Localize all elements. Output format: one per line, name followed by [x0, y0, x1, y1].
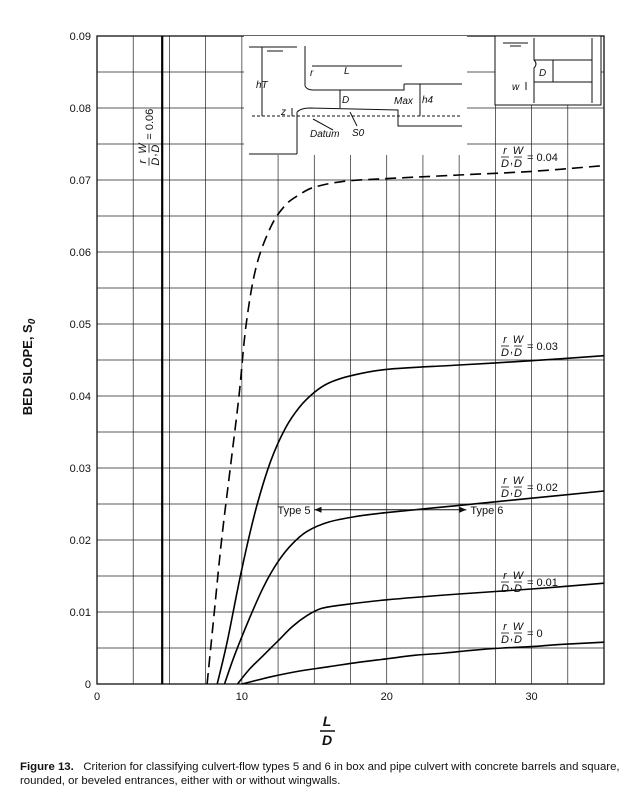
y-tick-label: 0.01 [69, 607, 91, 619]
inset-profile-diagram [244, 36, 467, 155]
annotation-type-6: Type 6 [470, 504, 504, 517]
y-tick-label: 0.03 [69, 463, 91, 475]
y-tick-label: 0.09 [69, 31, 91, 43]
label-value: = 0.03 [527, 341, 558, 353]
x-tick-label: 0 [93, 691, 101, 703]
curve-label-1 [501, 570, 558, 595]
y-tick-label: 0.08 [69, 103, 91, 115]
x-axis-title [320, 713, 335, 748]
label-numerator: r [503, 145, 507, 157]
inset-label-max: Max [394, 96, 413, 107]
curve-label-3 [501, 334, 558, 359]
label-denominator: D [514, 488, 522, 500]
label-numerator: W [512, 145, 524, 157]
label-value: = 0.01 [527, 577, 558, 589]
curve-4 [207, 166, 604, 684]
label-denominator: D [501, 347, 509, 359]
inset-label-d: D [342, 95, 350, 106]
label-comma: , [510, 344, 514, 356]
label-numerator: W [512, 475, 524, 487]
y-tick-label: 0.06 [69, 247, 91, 259]
annotation-arrowhead-right [459, 507, 466, 513]
label-value: = 0.04 [527, 152, 558, 164]
label-numerator: r [503, 475, 507, 487]
curve-1 [238, 583, 605, 684]
label-value: = 0.06 [144, 108, 156, 140]
x-tick-labels [94, 691, 538, 703]
label-numerator: r [503, 621, 507, 633]
x-tick-label: 30 [525, 691, 538, 703]
label-denominator: D [514, 158, 522, 170]
label-denominator: D [150, 157, 162, 166]
label-comma: , [510, 155, 514, 167]
annotation-type-5: Type 5 [277, 504, 311, 517]
label-comma: , [510, 485, 514, 497]
y-axis-title [20, 318, 38, 415]
figure-caption-text: Criterion for classifying culvert-flow types 5 and 6 in box and pipe culvert with concrete barrels and square, rounded, or beveled entrances, either with or without wingwalls. [20, 761, 620, 787]
label-comma: , [147, 153, 159, 157]
x-axis-title-denominator: D [321, 732, 333, 748]
inset-label-r: r [310, 68, 314, 79]
label-value: = 0.02 [527, 482, 558, 494]
inset-section-label-w: w [512, 82, 520, 93]
y-tick-label: 0.07 [69, 175, 91, 187]
figure-caption [20, 760, 620, 788]
label-denominator: D [514, 583, 522, 595]
y-tick-label: 0.05 [69, 319, 91, 331]
label-denominator: D [501, 634, 509, 646]
label-denominator: D [514, 347, 522, 359]
inset-section-diagram [495, 36, 601, 105]
label-numerator: r [503, 570, 507, 582]
label-numerator: W [512, 621, 524, 633]
label-numerator: r [137, 159, 149, 164]
label-comma: , [510, 580, 514, 592]
inset-label-l: L [344, 66, 350, 77]
y-tick-label: 0.02 [69, 535, 91, 547]
inset-label-z: z [281, 107, 286, 118]
curve-label-4 [501, 145, 558, 170]
label-denominator: D [150, 144, 162, 153]
label-comma: , [510, 631, 514, 643]
y-tick-label: 0.04 [69, 391, 91, 403]
label-numerator: W [512, 334, 524, 346]
inset-label-h4: h4 [422, 95, 434, 106]
svg-text:BED SLOPE, S0 [20, 318, 38, 415]
type-annotation [277, 505, 503, 517]
y-tick-labels [70, 31, 91, 691]
y-axis-title-subscript: 0 [27, 318, 38, 325]
x-tick-label: 20 [380, 691, 393, 703]
x-axis-title-numerator: L [322, 713, 332, 729]
x-tick-label: 10 [235, 691, 248, 703]
annotation-arrowhead-left [315, 507, 322, 513]
inset-label-ht: hT [256, 80, 268, 91]
y-axis-title-text: BED SLOPE, S [20, 324, 35, 416]
label-value: = 0 [527, 628, 543, 640]
inset-label-s0: S0 [352, 128, 365, 139]
y-tick-label: 0 [84, 679, 91, 691]
curve-label-0 [501, 621, 543, 646]
figure-label: Figure 13. [20, 761, 74, 773]
inset-section-label-d: D [539, 68, 547, 79]
curve-label-5 [137, 109, 162, 166]
label-denominator: D [514, 634, 522, 646]
label-denominator: D [501, 583, 509, 595]
curve-3 [217, 356, 604, 684]
label-numerator: W [512, 570, 524, 582]
label-denominator: D [501, 158, 509, 170]
inset-label-datum: Datum [310, 129, 340, 140]
label-denominator: D [501, 488, 509, 500]
label-numerator: r [503, 334, 507, 346]
label-numerator: W [137, 143, 149, 154]
